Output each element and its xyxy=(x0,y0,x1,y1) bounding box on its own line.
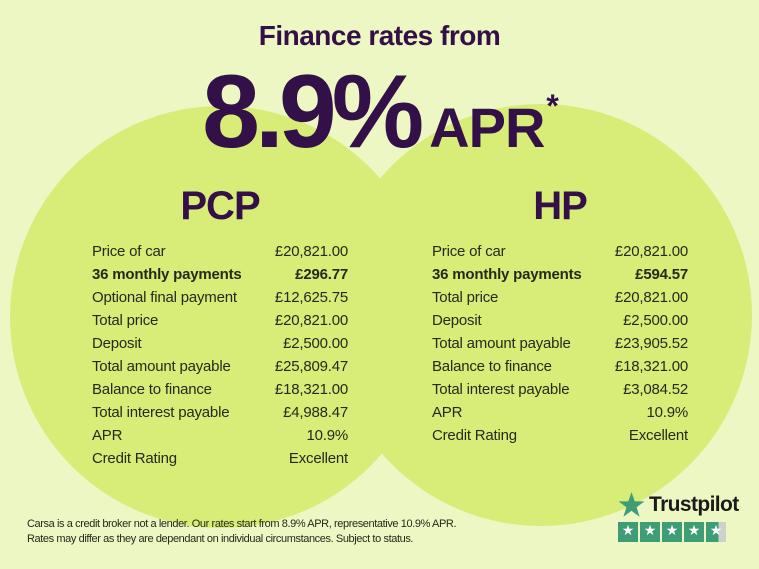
row-label: Deposit xyxy=(432,312,482,329)
row-label: Balance to finance xyxy=(432,358,552,375)
trustpilot-rating-stars xyxy=(618,522,740,542)
row-label: Total price xyxy=(92,312,159,329)
finance-row xyxy=(432,401,688,424)
row-value: £296.77 xyxy=(295,266,348,283)
row-value: £23,905.52 xyxy=(614,335,688,352)
row-value: £20,821.00 xyxy=(614,243,688,260)
row-value: Excellent xyxy=(288,450,348,467)
rate-value: 8.9% xyxy=(202,54,420,170)
row-label: Credit Rating xyxy=(92,450,177,467)
banner-kicker: Finance rates from xyxy=(258,20,501,51)
row-value: £20,821.00 xyxy=(614,289,688,306)
trustpilot-widget[interactable] xyxy=(618,491,740,542)
star-icon: ★ xyxy=(665,523,679,539)
hp-rows xyxy=(432,240,688,447)
finance-row xyxy=(92,424,348,447)
row-label: Balance to finance xyxy=(92,381,212,398)
trustpilot-star-icon xyxy=(618,492,645,518)
trustpilot-star-box xyxy=(662,522,682,542)
row-value: £594.57 xyxy=(635,266,688,283)
row-label: Total interest payable xyxy=(432,381,570,398)
headline-rate xyxy=(0,54,759,170)
row-label: APR xyxy=(432,404,463,421)
row-value: Excellent xyxy=(628,427,688,444)
trustpilot-star-box xyxy=(640,522,660,542)
finance-row xyxy=(432,355,688,378)
row-value: £3,084.52 xyxy=(623,381,688,398)
row-value: £20,821.00 xyxy=(274,312,348,329)
finance-row xyxy=(92,332,348,355)
finance-row xyxy=(92,240,348,263)
finance-row xyxy=(92,378,348,401)
row-value: £2,500.00 xyxy=(623,312,688,329)
trustpilot-star-box xyxy=(706,522,726,542)
row-value: £4,988.47 xyxy=(283,404,348,421)
disclaimer-line-2: Rates may differ as they are dependant on individual circumstances. Subject to status. xyxy=(27,532,414,545)
pcp-title: PCP xyxy=(180,184,260,228)
row-label: Total amount payable xyxy=(432,335,571,352)
finance-row xyxy=(432,378,688,401)
star-icon: ★ xyxy=(709,523,723,539)
star-icon: ★ xyxy=(643,523,657,539)
row-value: £20,821.00 xyxy=(274,243,348,260)
row-label: Total interest payable xyxy=(92,404,230,421)
row-value: £18,321.00 xyxy=(614,358,688,375)
finance-row xyxy=(92,355,348,378)
rate-apr-label: APR xyxy=(429,96,545,159)
hp-title: HP xyxy=(533,184,587,228)
row-label: Credit Rating xyxy=(432,427,517,444)
finance-row xyxy=(92,263,348,286)
row-value: £18,321.00 xyxy=(274,381,348,398)
hp-finance-table xyxy=(432,186,688,447)
disclaimer-line-1: Carsa is a credit broker not a lender. Our rates start from 8.9% APR, representative 10.9% APR. xyxy=(27,518,457,530)
row-value: 10.9% xyxy=(306,427,348,444)
finance-row xyxy=(92,447,348,470)
finance-row xyxy=(92,401,348,424)
row-value: £12,625.75 xyxy=(274,289,348,306)
row-label: Total amount payable xyxy=(92,358,231,375)
finance-row xyxy=(432,424,688,447)
row-label: Price of car xyxy=(92,243,166,260)
row-label: Total price xyxy=(432,289,499,306)
row-value: £2,500.00 xyxy=(283,335,348,352)
pcp-finance-table xyxy=(92,186,348,470)
finance-row xyxy=(92,309,348,332)
trustpilot-star-box xyxy=(684,522,704,542)
trustpilot-wordmark: Trustpilot xyxy=(649,493,739,516)
row-value: 10.9% xyxy=(646,404,688,421)
rate-asterisk: * xyxy=(546,88,559,124)
star-icon: ★ xyxy=(687,523,701,539)
row-value: £25,809.47 xyxy=(274,358,348,375)
row-label: Deposit xyxy=(92,335,142,352)
row-label: APR xyxy=(92,427,123,444)
finance-row xyxy=(432,286,688,309)
star-icon: ★ xyxy=(621,523,635,539)
row-label: 36 monthly payments xyxy=(92,266,242,283)
pcp-rows xyxy=(92,240,348,470)
trustpilot-star-box xyxy=(618,522,638,542)
trustpilot-logo xyxy=(618,491,740,519)
row-label: Price of car xyxy=(432,243,506,260)
row-label: Optional final payment xyxy=(92,289,237,306)
finance-row xyxy=(432,240,688,263)
finance-row xyxy=(432,332,688,355)
row-label: 36 monthly payments xyxy=(432,266,582,283)
finance-row xyxy=(432,263,688,286)
legal-disclaimer xyxy=(27,517,457,546)
finance-row xyxy=(92,286,348,309)
finance-row xyxy=(432,309,688,332)
